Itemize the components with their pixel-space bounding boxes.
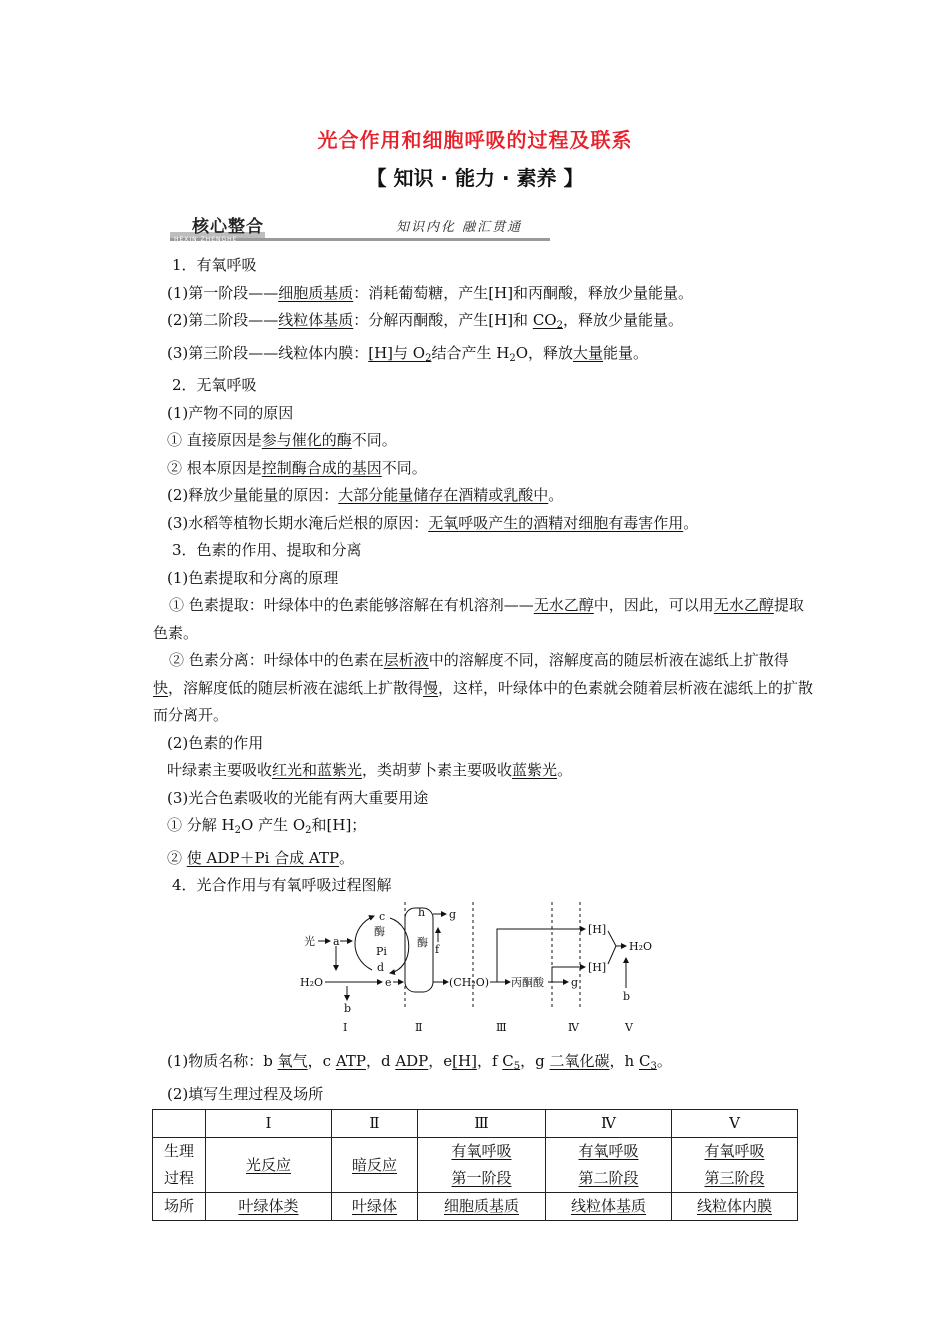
question-1: (1)物质名称：b 氧气，c ATP，d ADP，e[H]，f $C_5$，g 二氧化碳，h $C_3$。 xyxy=(167,1052,672,1072)
banner-slogan: 知识内化 融汇贯通 xyxy=(396,220,523,235)
content-body xyxy=(153,252,815,900)
anaerobic-line-5: (3)水稻等植物长期水淹后烂根的原因：无氧呼吸产生的酒精对细胞有毒害作用。 xyxy=(167,513,699,532)
table-header-cell: Ⅴ xyxy=(672,1110,798,1138)
region-1: Ⅰ xyxy=(343,1021,348,1034)
label-e: e xyxy=(385,976,392,989)
table-header-cell xyxy=(153,1110,206,1138)
label-enzyme-1: 酶 xyxy=(374,925,385,938)
label-ch2o: (CH₂O) xyxy=(449,976,490,989)
table-cell: 有氧呼吸 第二阶段 xyxy=(546,1138,672,1193)
table-cell: 线粒体内膜 xyxy=(672,1193,798,1221)
heading-aerobic: 1．有氧呼吸 xyxy=(172,256,257,274)
aerobic-stage-1: (1)第一阶段——细胞质基质：消耗葡萄糖，产生[H]和丙酮酸，释放少量能量。 xyxy=(167,283,694,302)
table-cell: 有氧呼吸 第三阶段 xyxy=(672,1138,798,1193)
label-pyruvate: 丙酮酸 xyxy=(511,976,544,989)
label-b: b xyxy=(344,1002,352,1015)
aerobic-stage-2: (2)第二阶段——线粒体基质：分解丙酮酸，产生[H]和 $CO_2$，释放少量能量。 xyxy=(167,311,683,331)
label-g: g xyxy=(449,908,457,921)
table-cell: 暗反应 xyxy=(332,1138,418,1193)
label-pi: Pi xyxy=(376,945,387,958)
table-header-cell: Ⅱ xyxy=(332,1110,418,1138)
label-H-bottom: [H] xyxy=(588,961,607,974)
region-4: Ⅳ xyxy=(568,1021,579,1034)
label-h2o-2: H₂O xyxy=(629,940,653,953)
pigments-para-2: ② 色素分离：叶绿体中的色素在层析液中的溶解度不同，溶解度高的随层析液在滤纸上扩散得快，溶解度低的随层析液在滤纸上扩散得慢，这样，叶绿体中的色素就会随着层析液在滤纸上的扩散而分离开。 xyxy=(153,651,814,724)
table-cell: 光反应 xyxy=(206,1138,332,1193)
table-row xyxy=(153,1138,798,1193)
label-H-top: [H] xyxy=(588,923,607,936)
pigments-line-4: (3)光合色素吸收的光能有两大重要用途 xyxy=(167,788,429,807)
table-header-cell: Ⅳ xyxy=(546,1110,672,1138)
banner-title: 核心整合 xyxy=(192,217,264,237)
label-light: 光 xyxy=(304,935,315,948)
table-row xyxy=(153,1193,798,1221)
anaerobic-line-2: ① 直接原因是参与催化的酶不同。 xyxy=(167,431,397,449)
table-header-row xyxy=(153,1110,798,1138)
region-2: Ⅱ xyxy=(415,1021,423,1034)
table-header-cell: Ⅰ xyxy=(206,1110,332,1138)
row-label-site: 场所 xyxy=(153,1193,206,1221)
table-cell: 线粒体基质 xyxy=(546,1193,672,1221)
process-diagram xyxy=(290,898,670,1038)
anaerobic-line-4: (2)释放少量能量的原因：大部分能量储存在酒精或乳酸中。 xyxy=(167,486,564,504)
label-d: d xyxy=(377,961,385,974)
region-5: Ⅴ xyxy=(625,1021,633,1034)
table-cell: 叶绿体类 xyxy=(206,1193,332,1221)
heading-pigments: 3．色素的作用、提取和分离 xyxy=(172,541,362,559)
label-a: a xyxy=(333,935,340,948)
anaerobic-line-3: ② 根本原因是控制酶合成的基因不同。 xyxy=(167,458,427,477)
label-g2: g xyxy=(571,976,579,989)
table-cell: 细胞质基质 xyxy=(418,1193,546,1221)
anaerobic-line-1: (1)产物不同的原因 xyxy=(167,403,294,422)
pigments-line-3: 叶绿素主要吸收红光和蓝紫光，类胡萝卜素主要吸收蓝紫光。 xyxy=(167,761,573,779)
process-table xyxy=(152,1109,798,1221)
pigments-line-6: ② 使 ADP＋Pi 合成 ATP。 xyxy=(167,848,355,867)
table-cell: 有氧呼吸 第一阶段 xyxy=(418,1138,546,1193)
banner-pinyin: HEXIN ZHENGHE xyxy=(174,236,238,243)
pigments-line-5: ① 分解 $H_2O$ 产生 $O_2$和[H]； xyxy=(167,816,367,836)
label-b2: b xyxy=(623,990,631,1003)
pigments-para-1: ① 色素提取：叶绿体中的色素能够溶解在有机溶剂——无水乙醇中，因此，可以用无水乙醇提取色素。 xyxy=(153,596,804,642)
section-banner xyxy=(170,210,550,244)
heading-anaerobic: 2．无氧呼吸 xyxy=(172,376,257,394)
heading-diagram: 4．光合作用与有氧呼吸过程图解 xyxy=(172,876,392,894)
label-h2o: H₂O xyxy=(300,976,324,989)
label-c: c xyxy=(379,910,386,923)
label-h: h xyxy=(418,906,426,919)
section-subtitle: 【 知识 · 能力 · 素养 】 xyxy=(366,166,584,190)
pigments-line-2: (2)色素的作用 xyxy=(167,733,264,752)
pigments-line-1: (1)色素提取和分离的原理 xyxy=(167,568,339,587)
label-f: f xyxy=(435,943,440,956)
questions xyxy=(165,1048,815,1108)
page-title: 光合作用和细胞呼吸的过程及联系 xyxy=(317,128,633,152)
label-enzyme-2: 酶 xyxy=(417,936,428,949)
row-label-process: 生理 过程 xyxy=(153,1138,206,1193)
question-2: (2)填写生理过程及场所 xyxy=(167,1084,324,1103)
aerobic-stage-3: (3)第三阶段——线粒体内膜：[H]与 $O_2$结合产生 $H_2O$，释放大量能量。 xyxy=(167,343,649,364)
table-header-cell: Ⅲ xyxy=(418,1110,546,1138)
region-3: Ⅲ xyxy=(496,1021,507,1034)
table-cell: 叶绿体 xyxy=(332,1193,418,1221)
